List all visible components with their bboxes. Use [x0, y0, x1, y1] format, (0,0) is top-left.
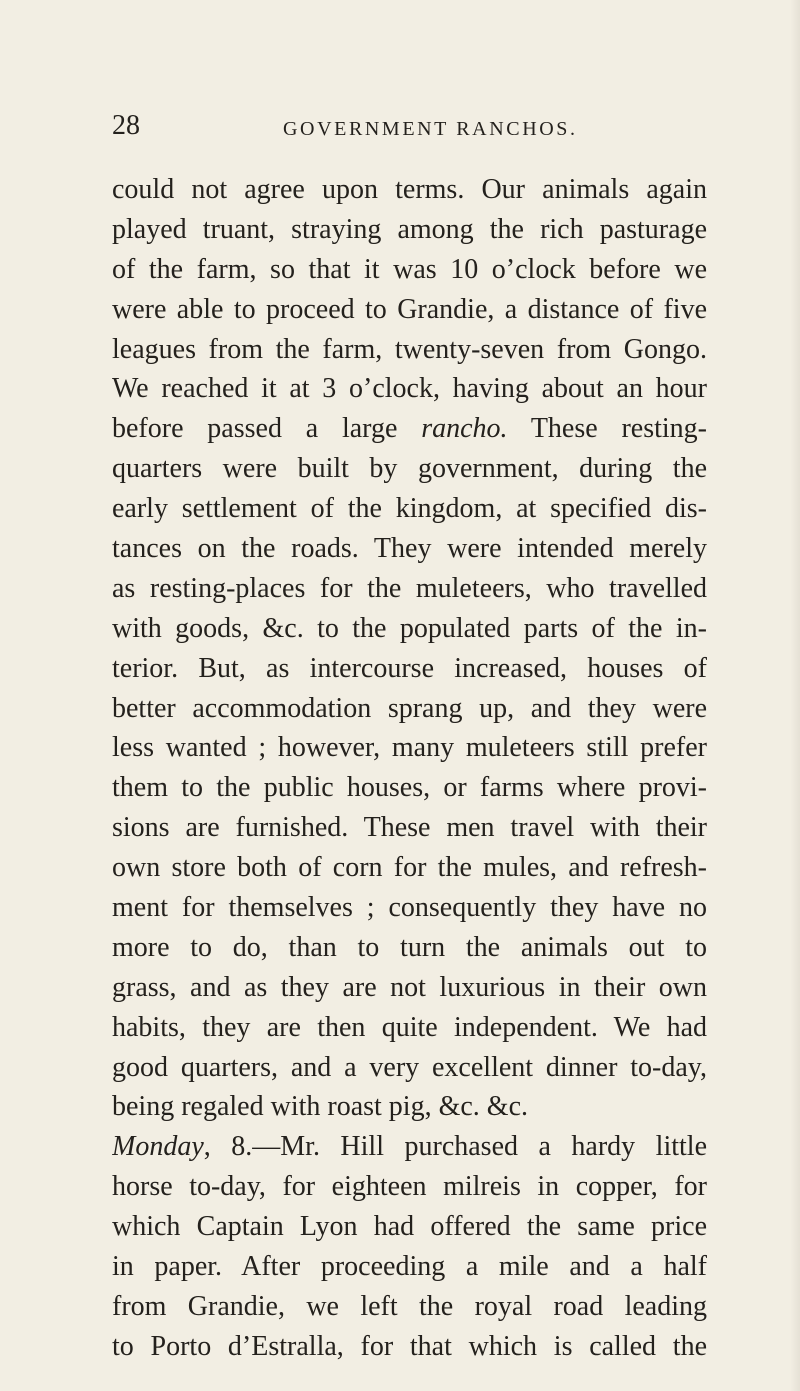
- text-line: early settlement of the kingdom, at specified dis-: [112, 493, 707, 525]
- text-line: habits, they are then quite independent. We had: [112, 1011, 707, 1043]
- italic-word-rancho: rancho.: [421, 413, 508, 445]
- text-line: to Porto d’Estralla, for that which is called the: [112, 1330, 707, 1362]
- text-line-with-italic: [112, 1127, 707, 1167]
- text-line: being regaled with roast pig, &c. &c.: [112, 1091, 528, 1123]
- text-line: played truant, straying among the rich pasturage: [112, 213, 707, 245]
- text-line: own store both of corn for the mules, and refresh-: [112, 852, 707, 884]
- text-line: more to do, than to turn the animals out to: [112, 931, 707, 963]
- text-line: as resting-places for the muleteers, who travelled: [112, 572, 707, 604]
- page-header: [0, 110, 800, 150]
- text-line: were able to proceed to Grandie, a distance of five: [112, 293, 707, 325]
- text-line: could not agree upon terms. Our animals again: [112, 174, 707, 205]
- text-segment: These resting-: [530, 413, 707, 445]
- text-line: in paper. After proceeding a mile and a half: [112, 1251, 707, 1283]
- running-head: GOVERNMENT RANCHOS.: [283, 118, 578, 140]
- text-segment: before passed a large: [112, 413, 398, 445]
- text-segment: , 8.—Mr. Hill purchased a hardy little: [203, 1131, 707, 1163]
- text-line: of the farm, so that it was 10 o’clock before we: [112, 253, 707, 285]
- text-line: which Captain Lyon had offered the same price: [112, 1211, 707, 1243]
- text-line: with goods, &c. to the populated parts of the in-: [112, 612, 707, 644]
- text-line: terior. But, as intercourse increased, houses of: [112, 652, 707, 684]
- text-line: quarters were built by government, during the: [112, 453, 707, 485]
- text-line: from Grandie, we left the royal road leading: [112, 1290, 707, 1322]
- body-text: [112, 170, 707, 1367]
- text-line: them to the public houses, or farms where provi-: [112, 772, 707, 804]
- text-line: good quarters, and a very excellent dinner to-day,: [112, 1051, 707, 1083]
- text-line: better accommodation sprang up, and they were: [112, 692, 707, 724]
- page-edge-shadow: [790, 0, 800, 1391]
- text-line-with-italic: [112, 409, 707, 449]
- italic-word-monday: Monday: [112, 1131, 204, 1163]
- text-line: less wanted ; however, many muleteers still prefer: [112, 732, 707, 764]
- text-line: sions are furnished. These men travel with their: [112, 812, 707, 844]
- page-number: 28: [112, 110, 140, 141]
- text-line: leagues from the farm, twenty-seven from Gongo.: [112, 333, 707, 365]
- text-line: ment for themselves ; consequently they have no: [112, 892, 707, 924]
- text-line: We reached it at 3 o’clock, having about an hour: [112, 373, 707, 405]
- text-line: tances on the roads. They were intended merely: [112, 533, 707, 565]
- text-line: grass, and as they are not luxurious in their own: [112, 971, 707, 1003]
- text-line: horse to-day, for eighteen milreis in copper, for: [112, 1171, 707, 1203]
